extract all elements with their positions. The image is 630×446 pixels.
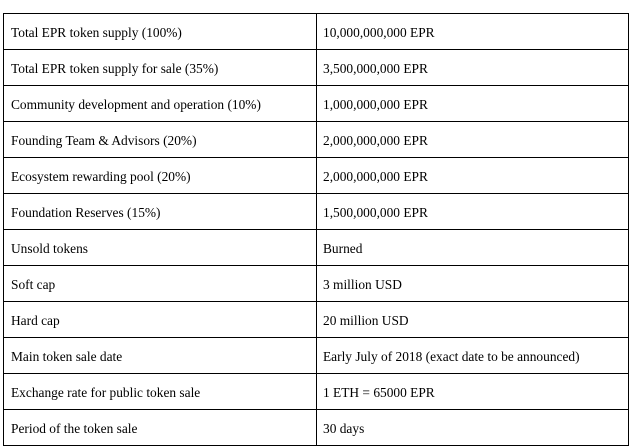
table-row <box>4 194 629 230</box>
table-row <box>4 374 629 410</box>
table-row <box>4 230 629 266</box>
row-label: Foundation Reserves (15%) <box>11 204 161 220</box>
token-sale-table <box>3 13 629 446</box>
row-label-cell <box>4 194 317 230</box>
row-value-cell <box>317 302 629 338</box>
row-value: 1 ETH = 65000 EPR <box>323 384 435 400</box>
table-row <box>4 266 629 302</box>
row-value: 1,000,000,000 EPR <box>323 96 428 112</box>
table-row <box>4 122 629 158</box>
table-row <box>4 50 629 86</box>
row-value: 30 days <box>323 420 365 436</box>
row-label-cell <box>4 50 317 86</box>
row-value-cell <box>317 86 629 122</box>
table-row <box>4 338 629 374</box>
table-row <box>4 86 629 122</box>
row-value: Early July of 2018 (exact date to be announced) <box>323 348 580 364</box>
row-value-cell <box>317 410 629 446</box>
row-label: Exchange rate for public token sale <box>11 384 201 400</box>
row-value: 1,500,000,000 EPR <box>323 204 428 220</box>
row-label-cell <box>4 158 317 194</box>
row-label: Founding Team & Advisors (20%) <box>11 132 197 148</box>
row-value: 10,000,000,000 EPR <box>323 24 435 40</box>
row-value: 2,000,000,000 EPR <box>323 132 428 148</box>
row-value: 3,500,000,000 EPR <box>323 60 428 76</box>
row-value: 20 million USD <box>323 312 409 328</box>
row-label-cell <box>4 122 317 158</box>
row-label-cell <box>4 266 317 302</box>
token-sale-table-container <box>3 13 629 446</box>
row-label-cell <box>4 230 317 266</box>
row-value-cell <box>317 338 629 374</box>
row-label: Unsold tokens <box>11 240 88 256</box>
row-value-cell <box>317 122 629 158</box>
row-label-cell <box>4 302 317 338</box>
row-label: Ecosystem rewarding pool (20%) <box>11 168 191 184</box>
table-row <box>4 14 629 50</box>
row-value-cell <box>317 158 629 194</box>
row-value: 3 million USD <box>323 276 402 292</box>
row-label: Main token sale date <box>11 348 123 364</box>
row-value-cell <box>317 374 629 410</box>
row-label: Community development and operation (10%) <box>11 96 261 112</box>
row-value: 2,000,000,000 EPR <box>323 168 428 184</box>
row-value-cell <box>317 266 629 302</box>
row-value-cell <box>317 194 629 230</box>
table-row <box>4 158 629 194</box>
row-label-cell <box>4 86 317 122</box>
row-value-cell <box>317 14 629 50</box>
row-label-cell <box>4 410 317 446</box>
row-label-cell <box>4 338 317 374</box>
row-label: Total EPR token supply for sale (35%) <box>11 60 219 76</box>
row-value-cell <box>317 230 629 266</box>
row-value: Burned <box>323 240 363 256</box>
row-label-cell <box>4 374 317 410</box>
row-label: Total EPR token supply (100%) <box>11 24 182 40</box>
row-label: Hard cap <box>11 312 60 328</box>
row-label-cell <box>4 14 317 50</box>
table-row <box>4 410 629 446</box>
row-label: Soft cap <box>11 276 56 292</box>
row-value-cell <box>317 50 629 86</box>
row-label: Period of the token sale <box>11 420 138 436</box>
table-row <box>4 302 629 338</box>
